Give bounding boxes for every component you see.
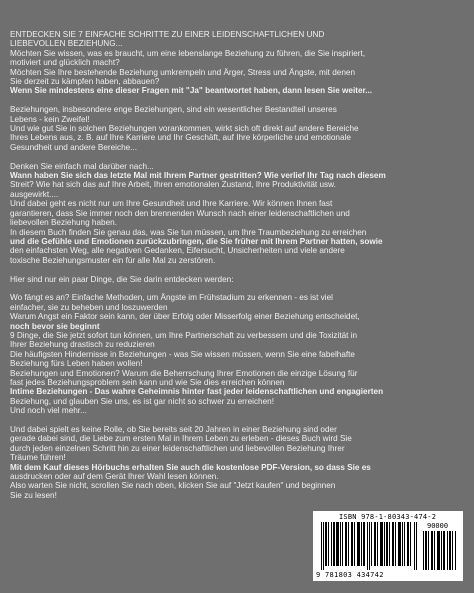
paragraph-line: Und dabei spielt es keine Rolle, ob Sie bereits seit 20 Jahren in einer Beziehung sind oder — [10, 424, 337, 434]
paragraph-bold-line: und die Gefühle und Emotionen zurückzubringen, die Sie früher mit Ihrem Partner hatten, sowie — [10, 236, 383, 246]
benefit-line: 9 Dinge, die Sie jetzt sofort tun können, um Ihre Partnerschaft zu verbessern und die Toxizität in — [10, 330, 358, 340]
discover-intro-paragraph — [10, 275, 468, 284]
blurb-text — [10, 30, 468, 510]
paragraph-line: liebevollen Beziehung haben. — [10, 218, 117, 228]
paragraph-line: ausdrucken oder auf dem Gerät Ihrer Wahl lesen können. — [10, 472, 219, 482]
paragraph-line: Lebens - kein Zweifel! — [10, 114, 90, 124]
paragraph-line: durch jeden einzelnen Schritt hin zu einer leidenschaftlichen und liebevollen Beziehung Ihrer — [10, 443, 345, 453]
benefit-line: fast jedes Beziehungsproblem sein kann und wie Sie dies erreichen können — [10, 377, 285, 387]
benefit-line: Beziehung, und glauben Sie uns, es ist gar nicht so schwer zu erreichen! — [10, 396, 274, 406]
isbn-label: ISBN 978-1-80343-474-2 — [339, 513, 437, 521]
benefits-list — [10, 293, 468, 415]
paragraph-bold-line: Wann haben Sie sich das letzte Mal mit Ihrem Partner gestritten? Wie verlief Ihr Tag nach diesem — [10, 171, 386, 181]
paragraph-line: Und wie gut Sie in solchen Beziehungen vorankommen, wirkt sich oft direkt auf andere Bereiche — [10, 124, 359, 134]
price-barcode-bars — [423, 531, 457, 570]
paragraph-line: garantieren, dass Sie immer noch den brennenden Wunsch nach einer leidenschaftlichen und — [10, 208, 350, 218]
paragraph-line: den einfachsten Weg, alle negativen Gedanken, Eifersucht, Unsicherheiten und viele andere — [10, 246, 345, 256]
benefit-bold-line: noch bevor sie beginnt — [10, 321, 100, 331]
intro-heading-line-1: ENTDECKEN SIE 7 EINFACHE SCHRITTE ZU EINER LEIDENSCHAFTLICHEN UND — [10, 30, 325, 39]
paragraph-line: Hier sind nur ein paar Dinge, die Sie darin entdecken werden: — [10, 274, 234, 284]
ean-barcode-bars — [321, 522, 419, 570]
think-about-paragraph — [10, 162, 468, 265]
closing-paragraph — [10, 425, 468, 500]
intro-line: Sie derzeit zu kämpfen haben, abbauen? — [10, 77, 160, 87]
benefit-line: einfacher, sie zu beheben und loszuwerden — [10, 302, 168, 312]
paragraph-line: Denken Sie einfach mal darüber nach... — [10, 161, 154, 171]
benefit-line: Ihrer Beziehung drastisch zu reduzieren — [10, 340, 155, 350]
intro-line: Möchten Sie wissen, was es braucht, um eine lebenslange Beziehung zu führen, die Sie inspiriert, — [10, 48, 365, 58]
benefit-line: Beziehung fürs Leben haben wollen! — [10, 359, 143, 369]
paragraph-line: ausgewirkt.... — [10, 189, 59, 199]
paragraph-line: Und dabei geht es nicht nur um Ihre Gesundheit und Ihre Karriere. Wir können Ihnen fast — [10, 199, 333, 209]
benefit-line: Warum Angst ein Faktor sein kann, der über Erfolg oder Misserfolg einer Beziehung entscheidet, — [10, 312, 360, 322]
paragraph-line: Sie zu lesen! — [10, 490, 57, 500]
intro-heading-line-2: LIEBEVOLLEN BEZIEHUNG... — [10, 39, 123, 49]
intro-line: Möchten Sie Ihre bestehende Beziehung umkrempeln und Ärger, Stress und Ängste, mit denen — [10, 67, 355, 77]
benefit-line: Beziehungen und Emotionen? Warum die Beherrschung Ihrer Emotionen die einzige Lösung für — [10, 368, 358, 378]
price-code-label: 90000 — [427, 522, 449, 530]
paragraph-bold-line: Mit dem Kauf dieses Hörbuchs erhalten Sie auch die kostenlose PDF-Version, so dass Sie es — [10, 462, 371, 472]
intro-line: motiviert und glücklich macht? — [10, 58, 120, 68]
paragraph-line: toxische Beziehungsmuster ein für alle Mal zu zerstören. — [10, 255, 216, 265]
relationships-paragraph — [10, 105, 468, 152]
ean-number: 9 781803 434742 — [316, 571, 384, 579]
paragraph-line: In diesem Buch finden Sie genau das, was Sie tun müssen, um Ihre Traumbeziehung zu erreichen — [10, 227, 367, 237]
paragraph-line: Beziehungen, insbesondere enge Beziehungen, sind ein wesentlicher Bestandteil unseres — [10, 105, 337, 115]
paragraph-line: Gesundheit und andere Bereiche... — [10, 142, 137, 152]
paragraph-line: Streit? Wie hat sich das auf Ihre Arbeit, Ihren emotionalen Zustand, Ihre Produktivität usw. — [10, 180, 336, 190]
benefit-line: Und noch viel mehr... — [10, 406, 87, 416]
paragraph-line: Ihres Lebens aus, z. B. auf Ihre Karriere und Ihr Geschäft, auf Ihre körperliche und emotionale — [10, 133, 351, 143]
intro-paragraph — [10, 30, 468, 96]
paragraph-line: gerade dabei sind, die Liebe zum ersten Mal in Ihrem Leben zu erleben - dieses Buch wird Sie — [10, 434, 352, 444]
benefit-line: Wo fängt es an? Einfache Methoden, um Ängste im Frühstadium zu erkennen - es ist viel — [10, 293, 333, 303]
benefit-bold-line: Intime Beziehungen - Das wahre Geheimnis hinter fast jeder leidenschaftlichen und engagierten — [10, 387, 384, 397]
benefit-line: Die häufigsten Hindernisse in Beziehungen - was Sie wissen müssen, wenn Sie eine fabelhafte — [10, 349, 355, 359]
isbn-barcode — [313, 511, 463, 581]
paragraph-line: Träume führen! — [10, 453, 66, 463]
intro-bold-line: Wenn Sie mindestens eine dieser Fragen mit "Ja" beantwortet haben, dann lesen Sie weiter... — [10, 86, 373, 96]
paragraph-line: Also warten Sie nicht, scrollen Sie nach oben, klicken Sie auf "Jetzt kaufen" und beginnen — [10, 481, 336, 491]
